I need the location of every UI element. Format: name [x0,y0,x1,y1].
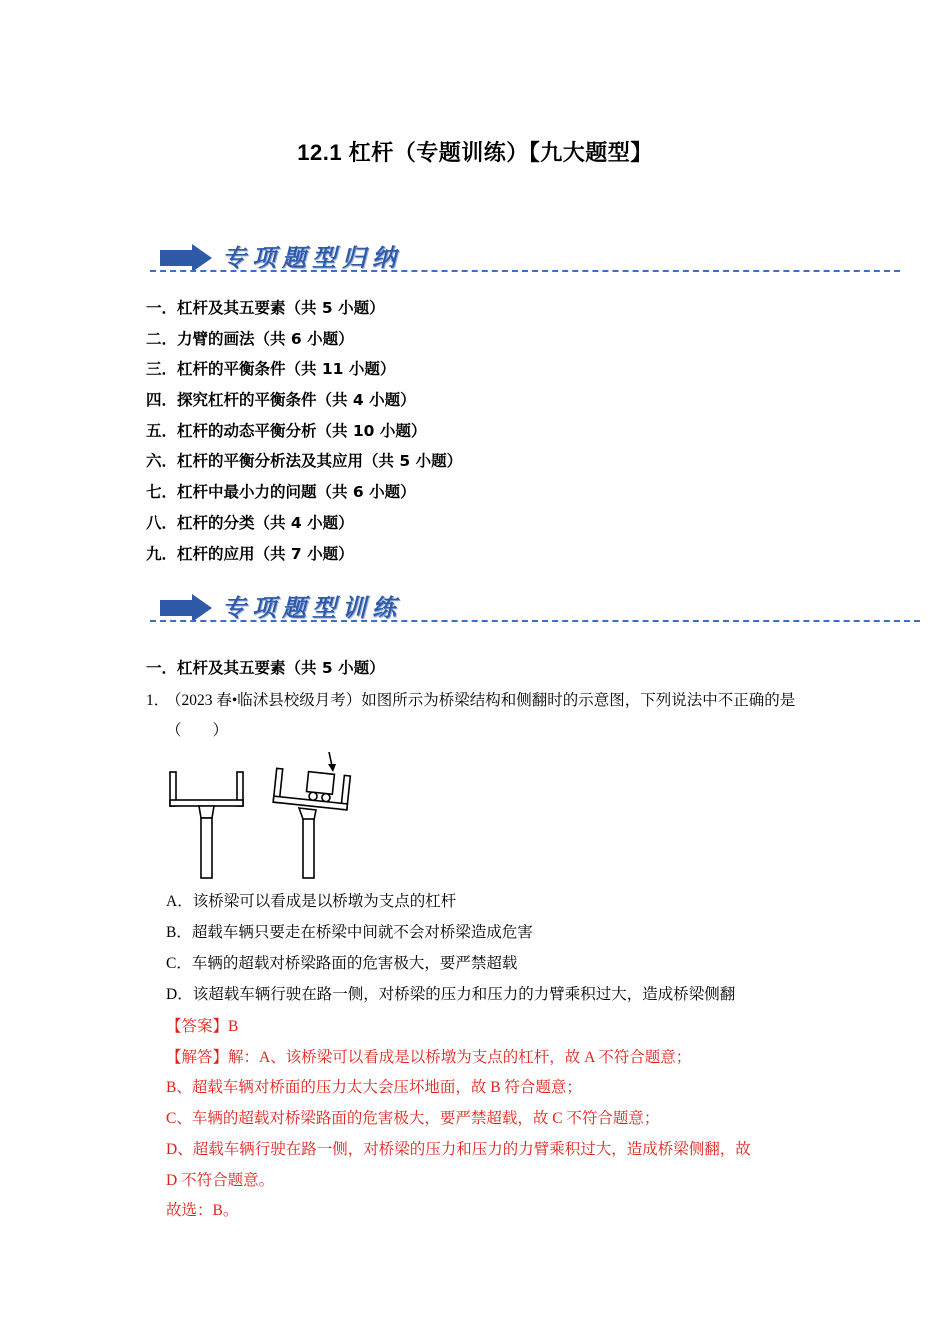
arrow-right-icon [160,594,212,622]
option-c: C．车辆的超载对桥梁路面的危害极大，要严禁超载 [166,955,518,972]
banner-summary-label: 专项题型归纳 [222,244,402,272]
analysis-line: 【解答】解：A、该桥梁可以看成是以桥墩为支点的杠杆，故 A 不符合题意； [166,1048,692,1066]
force-arrow-icon [329,752,332,766]
bridge-normal [170,772,243,878]
banner-training [150,588,920,628]
analysis-line: 故选：B。 [166,1202,239,1220]
question-stem: （2023 春•临沭县校级月考）如图所示为桥梁结构和侧翻时的示意图，下列说法中不正确的是（ ） [166,692,796,739]
bridge-diagram [165,752,365,882]
analysis-line: B、超载车辆对桥面的压力太大会压坏地面，故 B 符合题意； [166,1079,582,1097]
toc-item: 九．杠杆的应用（共 7 小题） [146,544,354,563]
question-1 [146,686,816,746]
toc-item: 一．杠杆及其五要素（共 5 小题） [146,299,385,317]
toc-item: 七．杠杆中最小力的问题（共 6 小题） [146,483,416,502]
options-list [166,888,735,1012]
question-type-list [146,296,462,572]
analysis-line: C、车辆的超载对桥梁路面的危害极大，要严禁超载，故 C 不符合题意； [166,1110,660,1128]
banner-summary [150,238,900,278]
toc-item: 四．探究杠杆的平衡条件（共 4 小题） [146,391,416,410]
toc-item: 三．杠杆的平衡条件（共 11 小题） [146,360,396,379]
answer-block [166,1012,816,1227]
answer-line: 【答案】B [166,1018,239,1035]
page-title: 12.1 杠杆（专题训练）【九大题型】 [297,140,653,165]
dashed-divider [150,620,920,622]
dashed-divider [150,270,900,272]
toc-item: 五．杠杆的动态平衡分析（共 10 小题） [146,421,427,440]
option-b: B．超载车辆只要走在桥梁中间就不会对桥梁造成危害 [166,924,533,941]
arrow-right-icon [160,244,212,272]
bridge-tilted [273,768,350,810]
analysis-line: D 不符合题意。 [166,1171,275,1189]
option-a: A．该桥梁可以看成是以桥墩为支点的杠杆 [166,893,457,910]
option-d: D．该超载车辆行驶在路一侧，对桥梁的压力和压力的力臂乘积过大，造成桥梁侧翻 [166,986,736,1003]
question-number: 1． [146,692,170,709]
banner-training-label: 专项题型训练 [222,594,402,622]
analysis-line: D、超载车辆行驶在路一侧，对桥梁的压力和压力的力臂乘积过大，造成桥梁侧翻，故 [166,1140,751,1158]
toc-item: 二．力臂的画法（共 6 小题） [146,329,354,348]
toc-item: 六．杠杆的平衡分析法及其应用（共 5 小题） [146,452,463,471]
toc-item: 八．杠杆的分类（共 4 小题） [146,513,354,532]
section-heading: 一．杠杆及其五要素（共 5 小题） [146,659,385,677]
